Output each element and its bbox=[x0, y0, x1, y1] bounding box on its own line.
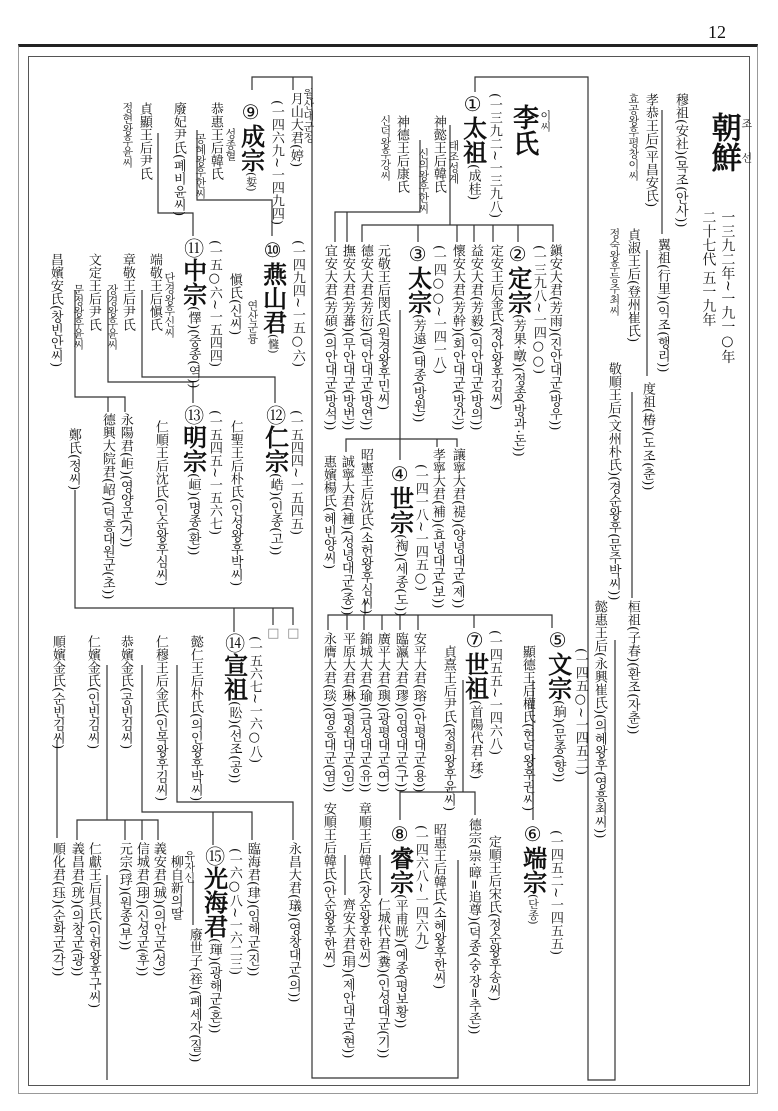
reign: (一三九二~一三九八) bbox=[486, 93, 502, 219]
king-8: ⑧睿宗(平甫晄)(예종(평보황)) bbox=[385, 822, 415, 1029]
ancestor-dojo: 度祖(椿)(도조(춘)) bbox=[639, 382, 655, 491]
dynasty-period: 一三九二年~一九一○年 bbox=[719, 210, 736, 364]
reign: (一四六九~一四九四) bbox=[268, 100, 284, 226]
queen: 定順王后宋氏(정순왕후송씨) bbox=[485, 835, 501, 1002]
prince: 讓寧大君(禔)(양녕대군(제)) bbox=[449, 448, 465, 609]
ancestor-ikjo: 翼祖(行里)(익조(행리)) bbox=[654, 238, 670, 373]
king-13: ⑬明宗(峘)(명종(환)) bbox=[178, 405, 208, 556]
consort: 鄭氏(정씨) bbox=[65, 428, 81, 491]
queen: 昭憲王后沈氏(소헌왕후심씨) bbox=[357, 448, 373, 615]
consort: 惠嬪楊氏(혜빈양씨) bbox=[320, 455, 336, 570]
king-5: ⑤文宗(珦)(문종(향)) bbox=[543, 628, 573, 783]
consort: 柳自新의딸 bbox=[167, 855, 183, 920]
consort: 愼氏(신씨) bbox=[226, 273, 242, 336]
king-2: ②定宗(芳果·暾)(정종(방과·돈)) bbox=[503, 242, 533, 457]
consort: 仁嬪金氏(인빈김씨) bbox=[84, 635, 100, 750]
prince: 順化君(珏)(순화군(각)) bbox=[49, 842, 65, 977]
queen: 顯德王后權氏(현덕왕후권씨) bbox=[519, 645, 535, 812]
dynasty-title: 朝鮮 bbox=[705, 112, 741, 172]
queen: 廢妃尹氏(폐비윤씨) bbox=[170, 102, 186, 217]
queen: 仁順王后沈氏(인순왕후심씨) bbox=[152, 420, 168, 587]
prince: 德興大院君(岹)(덕흥대원군(초)) bbox=[99, 413, 115, 600]
prince: 義昌君(珖)(의창군(광)) bbox=[68, 842, 84, 977]
prince: 仁城代君(糞)(인성대군(기)) bbox=[374, 898, 390, 1059]
prince: 廣平大君(璵)(광평대군(여)) bbox=[374, 632, 390, 793]
queen: 元敬王后閔氏(원경왕후민씨) bbox=[374, 244, 390, 411]
reign: (一四五○~一四五二) bbox=[572, 648, 588, 776]
tree-line bbox=[328, 615, 552, 630]
queen: 仁穆王后金氏(인목왕후김씨) bbox=[152, 635, 168, 802]
reign: (一四○○~一四一八) bbox=[430, 245, 446, 375]
queen-kr: 정현왕후윤씨 bbox=[120, 102, 134, 168]
king-kr: 태조성계 bbox=[446, 140, 460, 184]
prince: 永陽君(岠)(영양군(거)) bbox=[117, 413, 133, 548]
prince: 永膺大君(琰)(영응대군(염)) bbox=[320, 632, 336, 793]
king-12: ⑫仁宗(峼)(인종(고)) bbox=[260, 405, 290, 556]
ancestor-mokjo: 穆祖(安社)(목조(안사)) bbox=[672, 93, 688, 228]
queen: 恭惠王后韓氏 bbox=[207, 102, 223, 180]
prince-kr: 월산대군정 bbox=[301, 88, 315, 143]
prince: 臨海君(珒)(임해군(진)) bbox=[244, 842, 260, 977]
clan-ruby: 이씨 bbox=[538, 110, 552, 132]
queen: 孝恭王后(平昌安氏) bbox=[642, 93, 658, 208]
title-ruby: 조 bbox=[739, 118, 753, 129]
queen: 章順王后韓氏(장순왕후한씨) bbox=[355, 802, 371, 969]
queen-kr: 공혜왕후한씨 bbox=[193, 133, 207, 199]
prince: 義安君(珹)(의안군(성)) bbox=[150, 842, 166, 977]
queen-kr: 문정왕후윤씨 bbox=[71, 284, 85, 350]
tree-line bbox=[77, 820, 158, 840]
prince: 平原大君(琳)(평원대군(임)) bbox=[339, 632, 355, 793]
queen: 神懿王后韓氏 bbox=[430, 115, 446, 193]
prince: 懷安大君(芳幹)(회안대군(방간)) bbox=[449, 244, 465, 431]
prince: 臨瀛大君(璆)(임영대군(구)) bbox=[392, 632, 408, 793]
prince: 益安大君(芳毅)(익안대군(방의)) bbox=[467, 244, 483, 431]
prince: 信城君(珝)(신성군(후)) bbox=[133, 842, 149, 977]
unknown-box: □ bbox=[265, 626, 281, 641]
king-1: ①太祖(成桂) bbox=[458, 92, 488, 201]
queen: 敬順王后(文州朴氏)(경순왕후(문주박씨)) bbox=[605, 362, 621, 601]
prince: 孝寧大君(補)(효녕대군(보)) bbox=[429, 448, 445, 609]
consort: 順嬪金氏(순빈김씨) bbox=[49, 635, 65, 750]
king-6: ⑥端宗(단종) bbox=[518, 822, 548, 925]
unknown-box: □ bbox=[285, 626, 301, 641]
queen: 端敬王后愼氏 bbox=[146, 253, 162, 331]
king-kr: 성종혈 bbox=[223, 128, 237, 161]
reign: (一五○六~一五四四) bbox=[206, 240, 222, 368]
queen: 昭惠王后韓氏(소혜왕후한씨) bbox=[430, 823, 446, 990]
queen: 仁聖王后朴氏(인성왕후박씨) bbox=[227, 420, 243, 587]
reign: (一五四五~一五六七) bbox=[206, 410, 222, 536]
deokjong: 德宗(崇·暲=追尊)(덕종(숭·장=추존)) bbox=[465, 818, 481, 1035]
consort-kr: 유자신 bbox=[182, 850, 196, 883]
king-11: ⑪中宗(懌)(중종(역)) bbox=[178, 238, 208, 389]
consort: 昌嬪安氏(창빈안씨) bbox=[47, 253, 63, 368]
prince: 誠寧大君(褈)(성녕대군(종)) bbox=[338, 455, 354, 616]
queen-kr: 정숙왕후등주최씨 bbox=[607, 228, 621, 316]
prince: 德安大君(芳衍)(덕안대군(방연)) bbox=[357, 244, 373, 431]
queen: 貞淑王后(登州崔氏) bbox=[624, 228, 640, 343]
prince: 宜安大君(芳碩)(의안대군(방석)) bbox=[321, 244, 337, 431]
queen: 文定王后尹氏 bbox=[85, 253, 101, 331]
prince: 廢世子(祬)(폐세자(질)) bbox=[186, 928, 202, 1063]
queen: 安順王后韓氏(안순왕후한씨) bbox=[320, 802, 336, 969]
reign: (一四五五~一四六八) bbox=[486, 630, 502, 756]
page-number: 12 bbox=[708, 22, 726, 42]
king-3: ③太宗(芳遠)(태종(방원)) bbox=[403, 242, 433, 423]
reign: (一四六八~一四六九) bbox=[412, 825, 428, 951]
queen: 貞顯王后尹氏 bbox=[136, 102, 152, 180]
prince: 齊安大君(琄)(제안대군(현)) bbox=[339, 898, 355, 1059]
king-9: ⑨成宗(娎) bbox=[236, 100, 266, 192]
queen: 神德王后康氏 bbox=[393, 115, 409, 193]
dynasty-span: 二十七代 五一九年 bbox=[700, 210, 717, 327]
queen-kr: 효공왕후평창이씨 bbox=[626, 93, 640, 181]
reign: (一五四四~一五四五) bbox=[287, 410, 303, 536]
king-10: ⑩燕山君(㦕) bbox=[258, 238, 288, 354]
king-7: ⑦世祖(首陽代君·瑈) bbox=[460, 628, 490, 780]
king-kr: 연산군륭 bbox=[245, 300, 259, 344]
ancestor-hwanjo: 桓祖(子春)(환조(자춘)) bbox=[624, 600, 640, 735]
prince: 鎭安大君(芳雨)(진안대군(방우)) bbox=[546, 244, 562, 431]
consort: 恭嬪金氏(공빈김씨) bbox=[117, 635, 133, 750]
reign: (一四五二~一四五五) bbox=[547, 830, 563, 956]
reign: (一六○八~一六二三) bbox=[226, 848, 242, 976]
reign: (一四九四~一五○六) bbox=[289, 240, 305, 368]
reign: (一四一八~一四五○) bbox=[412, 464, 428, 592]
queen: 仁獻王后具氏(인헌왕후구씨) bbox=[85, 842, 101, 1009]
clan-name: 李氏 bbox=[508, 104, 539, 156]
king-15: ⑮光海君(琿)(광해군(혼)) bbox=[199, 846, 229, 1034]
title-ruby: 선 bbox=[739, 152, 753, 163]
queen-kr: 신의왕후한씨 bbox=[416, 148, 430, 214]
queen-kr: 장경왕후윤씨 bbox=[105, 284, 119, 350]
prince: 安平大君(瑢)(안평대군(용)) bbox=[410, 632, 426, 793]
prince: 錦城大君(瑜)(금성대군(유)) bbox=[356, 632, 372, 793]
queen: 定安王后金氏(정안왕후김씨) bbox=[487, 244, 503, 411]
king-14: ⑭宣祖(昖)(선조(공)) bbox=[219, 633, 249, 784]
queen: 懿仁王后朴氏(의인왕후박씨) bbox=[187, 635, 203, 802]
prince: 元宗(琈)(원종(부)) bbox=[116, 842, 132, 951]
queen: 章敬王后尹氏 bbox=[119, 253, 135, 331]
prince: 月山大君(婷) bbox=[287, 92, 303, 168]
prince: 永昌大君(㼁)(영창대군(의)) bbox=[285, 842, 301, 1003]
king-4: ④世宗(祹)(세종(도)) bbox=[385, 462, 415, 617]
prince: 撫安大君(芳蕃)(무안대군(방번)) bbox=[339, 244, 355, 431]
queen-kr: 신덕왕후강씨 bbox=[378, 115, 392, 181]
tree-line bbox=[400, 792, 475, 820]
reign: (一五六七~一六○八) bbox=[246, 636, 262, 764]
reign: (一三九八~一四○○) bbox=[530, 245, 546, 375]
queen-kr: 단경왕후신씨 bbox=[162, 272, 176, 338]
queen: 貞熹王后尹氏(정희왕후윤씨) bbox=[440, 645, 456, 812]
queen: 懿惠王后(永興崔氏)(의혜왕후(영흥최씨)) bbox=[591, 600, 607, 839]
